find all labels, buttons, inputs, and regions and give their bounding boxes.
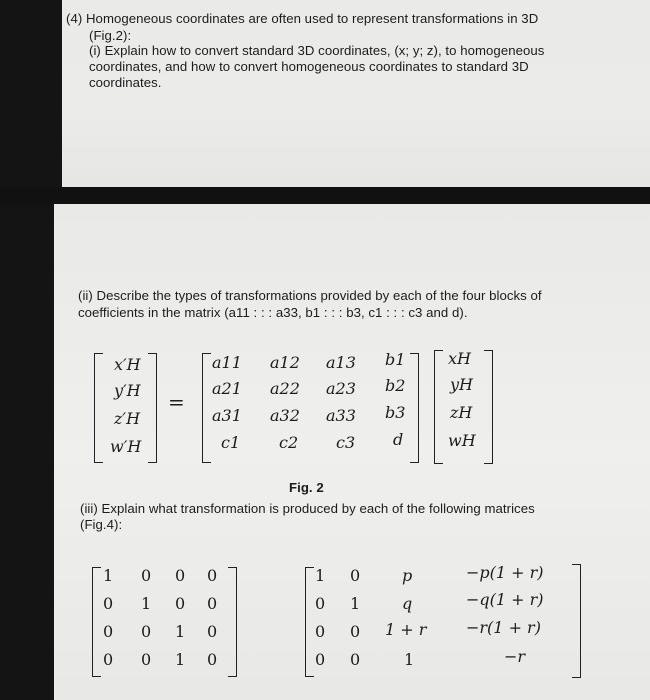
matrix-a-entry: 1 (103, 566, 114, 585)
matrix-a-entry: 0 (207, 622, 218, 641)
left-bracket (94, 353, 103, 463)
matrix-entry: c1 (221, 433, 241, 452)
matrix-a-entry: 0 (103, 650, 114, 669)
question-4i-text: coordinates, and how to convert homogeneous coordinates to standard 3D (89, 59, 529, 74)
matrix-entry: b2 (385, 376, 406, 395)
matrix-a-entry: 0 (175, 594, 186, 613)
matrix-b-entry: 0 (350, 566, 361, 585)
rhs-entry: zH (450, 403, 473, 422)
matrix-entry: a32 (270, 406, 300, 425)
matrix-entry: a12 (270, 353, 300, 372)
matrix-a-entry: 0 (141, 650, 152, 669)
question-4ii-text: coefficients in the matrix (a11 : : : a33, b1 : : : b3, c1 : : : c3 and d). (78, 305, 468, 320)
question-4ii-text: (ii) Describe the types of transformations provided by each of the four blocks of (78, 288, 542, 303)
figure-caption: Fig. 2 (289, 480, 324, 495)
matrix-a-entry: 0 (103, 622, 114, 641)
matrix-b-entry: −r(1 + r) (466, 618, 541, 637)
matrix-entry: b3 (385, 403, 406, 422)
left-bracket (92, 567, 101, 677)
matrix-entry: d (393, 430, 404, 449)
left-bracket (434, 350, 443, 464)
lhs-entry: z′H (114, 409, 141, 428)
matrix-a-entry: 1 (141, 594, 152, 613)
matrix-b-entry: 0 (350, 622, 361, 641)
matrix-b-entry: −q(1 + r) (466, 590, 544, 609)
matrix-a-entry: 0 (141, 622, 152, 641)
matrix-a-entry: 0 (141, 566, 152, 585)
left-bracket (202, 353, 211, 463)
left-bracket (305, 567, 314, 677)
matrix-b-entry: 1 (315, 566, 326, 585)
equals-sign: = (168, 390, 185, 414)
matrix-b-entry: −p(1 + r) (466, 563, 544, 582)
matrix-b-entry: 0 (350, 650, 361, 669)
matrix-a-entry: 0 (175, 566, 186, 585)
matrix-b-entry: 0 (315, 622, 326, 641)
question-4i-text: coordinates. (89, 75, 162, 90)
matrix-b-entry: −r (504, 647, 526, 666)
matrix-b-entry: 1 (404, 650, 415, 669)
matrix-entry: c3 (336, 433, 356, 452)
right-bracket (572, 564, 581, 678)
lhs-entry: x′H (114, 355, 141, 374)
right-bracket (148, 353, 157, 463)
lhs-entry: y′H (114, 381, 141, 400)
matrix-entry: a21 (212, 379, 242, 398)
matrix-a-entry: 0 (207, 650, 218, 669)
question-4iii-text: (Fig.4): (80, 517, 123, 532)
matrix-a-entry: 0 (103, 594, 114, 613)
rhs-entry: xH (448, 349, 471, 368)
matrix-a-entry: 0 (207, 594, 218, 613)
matrix-b-entry: 1 (350, 594, 361, 613)
matrix-entry: a33 (326, 406, 356, 425)
right-bracket (228, 567, 237, 677)
right-bracket (410, 353, 419, 463)
question-4iii-text: (iii) Explain what transformation is produced by each of the following matrices (80, 501, 535, 516)
matrix-entry: a13 (326, 353, 356, 372)
matrix-entry: b1 (385, 350, 406, 369)
matrix-b-entry: 1 + r (385, 620, 427, 639)
lhs-entry: w′H (110, 437, 142, 456)
question-4i-text: (i) Explain how to convert standard 3D coordinates, (x; y; z), to homogeneous (89, 43, 545, 58)
dark-margin (0, 204, 54, 700)
matrix-entry: a22 (270, 379, 300, 398)
rhs-entry: yH (450, 375, 473, 394)
matrix-b-entry: q (402, 594, 413, 613)
matrix-a-entry: 1 (175, 650, 186, 669)
matrix-b-entry: 0 (315, 594, 326, 613)
rhs-entry: wH (448, 431, 476, 450)
matrix-a-entry: 0 (207, 566, 218, 585)
matrix-b-entry: 0 (315, 650, 326, 669)
right-bracket (484, 350, 493, 464)
matrix-b-entry: p (402, 566, 413, 585)
question-4-text: (4) Homogeneous coordinates are often used to represent transformations in 3D (66, 11, 539, 26)
matrix-entry: a31 (212, 406, 242, 425)
question-4-text: (Fig.2): (89, 28, 132, 43)
matrix-entry: a23 (326, 379, 356, 398)
dark-margin (0, 0, 62, 187)
matrix-entry: a11 (212, 353, 242, 372)
matrix-a-entry: 1 (175, 622, 186, 641)
matrix-entry: c2 (279, 433, 299, 452)
